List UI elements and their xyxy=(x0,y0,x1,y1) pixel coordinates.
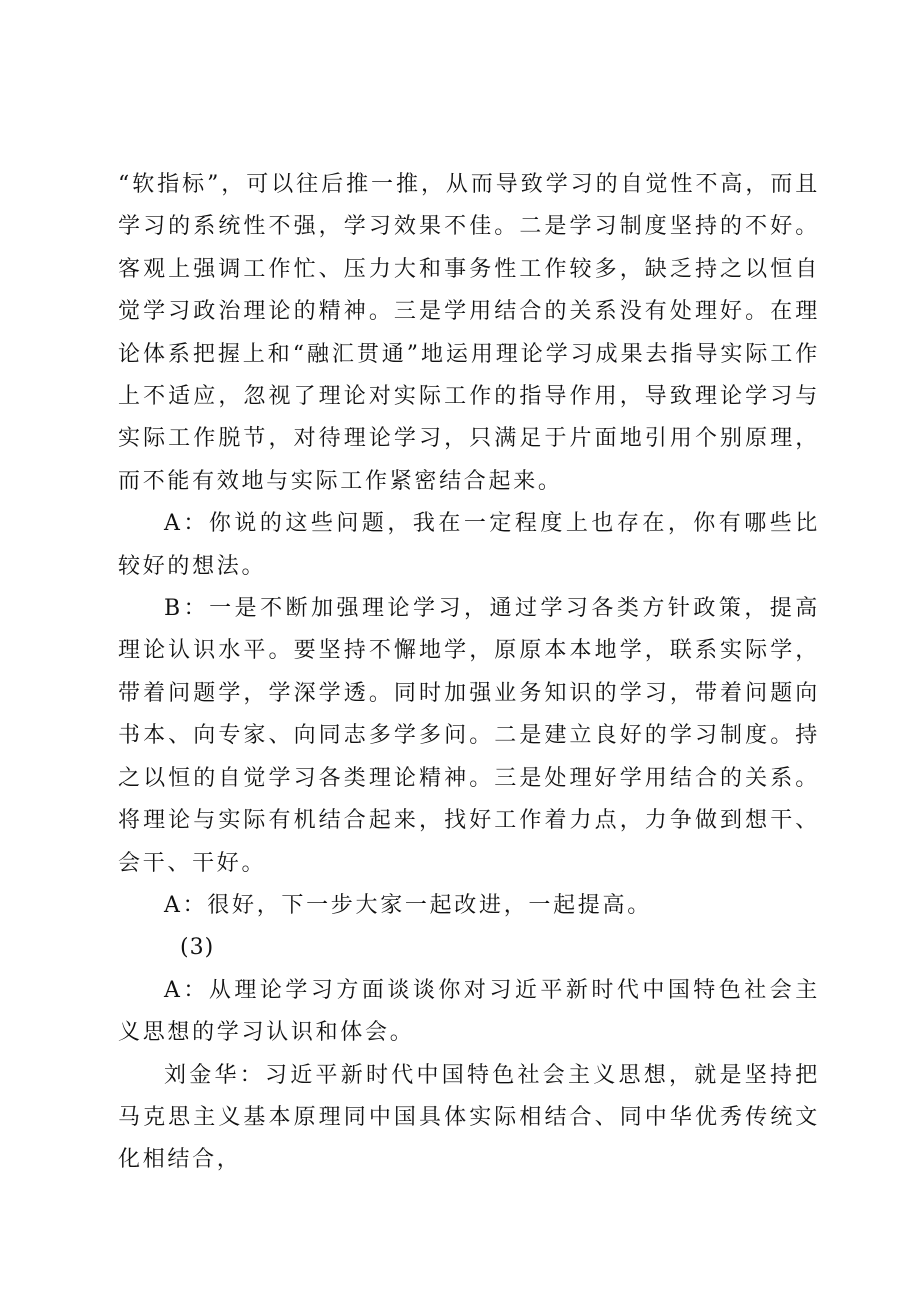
dialogue-paragraph-speaker: 刘金华：习近平新时代中国特色社会主义思想，就是坚持把马克思主义基本原理同中国具体实际相结合、同中华优秀传统文化相结合， xyxy=(118,1062,820,1173)
document-page xyxy=(118,164,820,1182)
dialogue-paragraph-b: B：一是不断加强理论学习，通过学习各类方针政策，提高理论认识水平。要坚持不懈地学，原原本本地学，联系实际学，带着问题学，学深学透。同时加强业务知识的学习，带着问题向书本、向专家、向同志多学多问。二是建立良好的学习制度。持之以恒的自觉学习各类理论精神。三是处理好学用结合的关系。将理论与实际有机结合起来，找好工作着力点，力争做到想干、会干、干好。 xyxy=(118,596,820,876)
dialogue-paragraph-a: A：很好，下一步大家一起改进，一起提高。 xyxy=(164,892,652,918)
dialogue-paragraph-a: A：你说的这些问题，我在一定程度上也存在，你有哪些比较好的想法。 xyxy=(118,511,820,579)
dialogue-paragraph-a: A：从理论学习方面谈谈你对习近平新时代中国特色社会主义思想的学习认识和体会。 xyxy=(118,977,820,1046)
body-paragraph: “软指标”，可以往后推一推，从而导致学习的自觉性不高，而且学习的系统性不强，学习效果不佳。二是学习制度坚持的不好。客观上强调工作忙、压力大和事务性工作较多，缺乏持之以恒自觉学习政治理论的精神。三是学用结合的关系没有处理好。在理论体系把握上和“融汇贯通”地运用理论学习成果去指导实际工作上不适应，忽视了理论对实际工作的指导作用，导致理论学习与实际工作脱节，对待理论学习，只满足于片面地引用个别原理，而不能有效地与实际工作紧密结合起来。 xyxy=(118,172,820,494)
section-marker: (3) xyxy=(180,935,215,961)
